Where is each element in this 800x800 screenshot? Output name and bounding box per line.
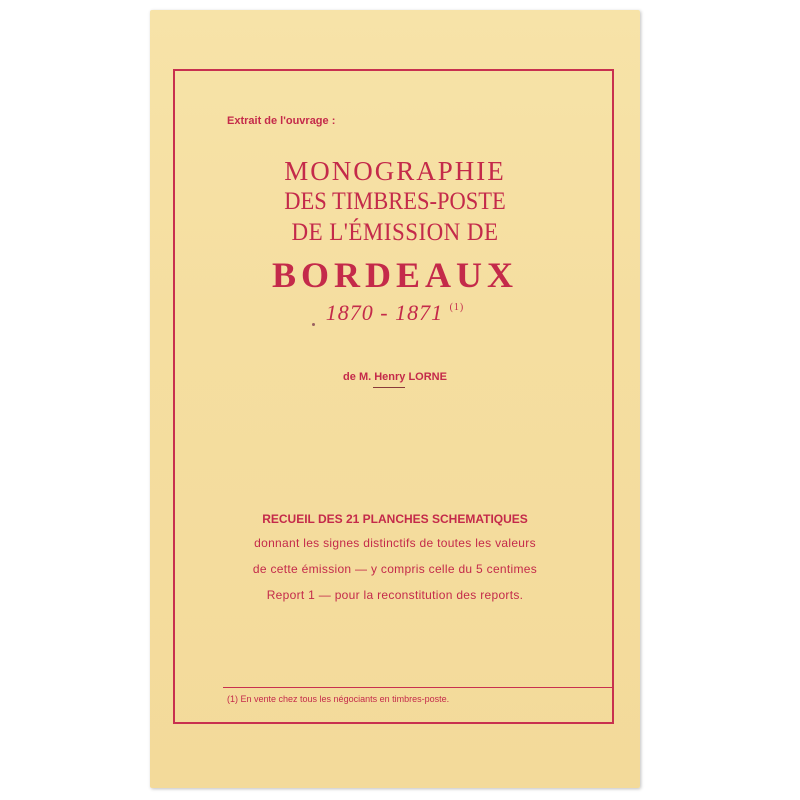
title-line-bordeaux: BORDEAUX (271, 255, 518, 295)
footnote-marker: (1) (449, 302, 465, 313)
title-dates-text: 1870 - 1871 (325, 300, 444, 325)
title-dates (150, 300, 640, 326)
body-line-1: donnant les signes distinctifs de toutes les valeurs (254, 536, 536, 550)
author-line: de M. Henry LORNE (343, 371, 447, 383)
title-line-timbres-poste: DES TIMBRES-POSTE (284, 188, 506, 215)
title-line-emission: DE L'ÉMISSION DE (291, 219, 499, 246)
title-line-monographie: MONOGRAPHIE (284, 156, 506, 186)
recueil-heading: RECUEIL DES 21 PLANCHES SCHEMATIQUES (262, 512, 528, 526)
body-line-2: de cette émission — y compris celle du 5 centimes (252, 562, 538, 576)
footnote-text: (1) En vente chez tous les négociants en timbres-poste. (227, 694, 450, 704)
footnote-divider (223, 687, 614, 688)
document-page (150, 10, 640, 788)
extract-label: Extrait de l'ouvrage : (227, 115, 336, 127)
body-line-3: Report 1 — pour la reconstitution des reports. (266, 588, 524, 602)
ink-speck (312, 323, 315, 326)
author-divider (373, 387, 405, 388)
